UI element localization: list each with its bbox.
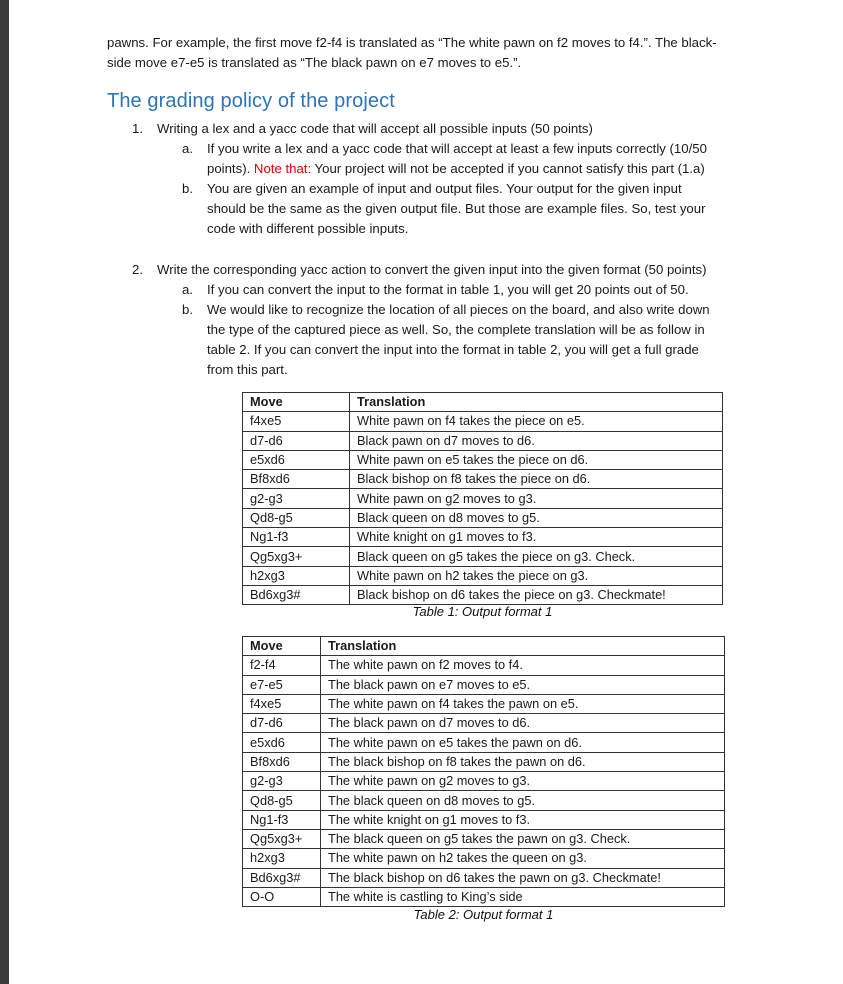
list-item-1-number: 1. xyxy=(132,121,143,136)
move-cell: h2xg3 xyxy=(243,566,350,585)
list-item-1a-line-2-post: Your project will not be accepted if you cannot satisfy this part (1.a) xyxy=(314,161,705,176)
move-cell: Bf8xd6 xyxy=(243,752,321,771)
list-item-2b-letter: b. xyxy=(182,302,193,317)
list-item-2b-line-3: table 2. If you can convert the input into the format in table 2, you will get a full grade xyxy=(207,342,699,357)
translation-cell: The black bishop on d6 takes the pawn on g3. Checkmate! xyxy=(321,868,725,887)
move-cell: Qd8-g5 xyxy=(243,791,321,810)
list-item-1b-text xyxy=(207,179,742,239)
list-item-2b-line-2: the type of the captured piece as well. So, the complete translation will be as follow in xyxy=(207,322,705,337)
move-cell: O-O xyxy=(243,887,321,906)
table-row xyxy=(243,868,725,887)
table-2-caption: Table 2: Output format 1 xyxy=(413,907,554,922)
list-item-1b-letter: b. xyxy=(182,181,193,196)
table-row xyxy=(243,412,723,431)
intro-line-2: side move e7-e5 is translated as “The black pawn on e7 moves to e5.”. xyxy=(107,55,522,70)
move-cell: h2xg3 xyxy=(243,849,321,868)
move-cell: Ng1-f3 xyxy=(243,528,350,547)
list-item-2-text: Write the corresponding yacc action to convert the given input into the given format (50 points) xyxy=(157,262,707,277)
output-format-table-1 xyxy=(242,392,723,605)
translation-cell: The white pawn on e5 takes the pawn on d6. xyxy=(321,733,725,752)
table-row xyxy=(243,810,725,829)
move-cell: g2-g3 xyxy=(243,489,350,508)
list-item-1a-line-2-pre: points). xyxy=(207,161,251,176)
list-item-2a-letter: a. xyxy=(182,282,193,297)
output-format-table-2 xyxy=(242,636,725,907)
translation-cell: The black queen on d8 moves to g5. xyxy=(321,791,725,810)
translation-cell: The black pawn on d7 moves to d6. xyxy=(321,714,725,733)
table-row xyxy=(243,528,723,547)
move-cell: Qg5xg3+ xyxy=(243,829,321,848)
table-row xyxy=(243,656,725,675)
translation-cell: The white pawn on f2 moves to f4. xyxy=(321,656,725,675)
table-row xyxy=(243,675,725,694)
table-row xyxy=(243,733,725,752)
note-label: Note that: xyxy=(253,161,312,176)
intro-paragraph xyxy=(107,33,762,73)
table-row xyxy=(243,791,725,810)
move-cell: e5xd6 xyxy=(243,733,321,752)
table-row xyxy=(243,489,723,508)
move-cell: Bd6xg3# xyxy=(243,585,350,604)
table-row xyxy=(243,887,725,906)
translation-cell: The white pawn on f4 takes the pawn on e5. xyxy=(321,694,725,713)
header-translation: Translation xyxy=(321,637,725,656)
translation-cell: The black queen on g5 takes the pawn on g3. Check. xyxy=(321,829,725,848)
move-cell: e7-e5 xyxy=(243,675,321,694)
translation-cell: White pawn on e5 takes the piece on d6. xyxy=(350,450,723,469)
list-item-1a-line-1: If you write a lex and a yacc code that will accept at least a few inputs correctly (10/50 xyxy=(207,141,707,156)
table-row xyxy=(243,470,723,489)
list-item-1b-line-3: code with different possible inputs. xyxy=(207,221,409,236)
list-item-2b-text xyxy=(207,300,758,380)
section-heading: The grading policy of the project xyxy=(107,90,395,112)
table-row xyxy=(243,772,725,791)
translation-cell: Black queen on d8 moves to g5. xyxy=(350,508,723,527)
table-header-row xyxy=(243,393,723,412)
table-row xyxy=(243,694,725,713)
table-row xyxy=(243,566,723,585)
translation-cell: Black bishop on d6 takes the piece on g3. Checkmate! xyxy=(350,585,723,604)
list-item-2b-line-4: from this part. xyxy=(207,362,288,377)
translation-cell: The white pawn on h2 takes the queen on g3. xyxy=(321,849,725,868)
table-row xyxy=(243,829,725,848)
list-item-2a-text: If you can convert the input to the format in table 1, you will get 20 points out of 50. xyxy=(207,282,689,297)
list-item-1a-letter: a. xyxy=(182,141,193,156)
table-row xyxy=(243,714,725,733)
table-1-caption: Table 1: Output format 1 xyxy=(412,604,553,619)
move-cell: f4xe5 xyxy=(243,694,321,713)
list-item-1a-line-2 xyxy=(207,159,742,179)
translation-cell: The white pawn on g2 moves to g3. xyxy=(321,772,725,791)
list-item-1a-text xyxy=(207,139,742,179)
move-cell: Qd8-g5 xyxy=(243,508,350,527)
translation-cell: Black pawn on d7 moves to d6. xyxy=(350,431,723,450)
translation-cell: The white knight on g1 moves to f3. xyxy=(321,810,725,829)
translation-cell: Black queen on g5 takes the piece on g3. Check. xyxy=(350,547,723,566)
table-row xyxy=(243,585,723,604)
table-row xyxy=(243,508,723,527)
move-cell: e5xd6 xyxy=(243,450,350,469)
list-item-1b-line-1: You are given an example of input and output files. Your output for the given input xyxy=(207,181,682,196)
move-cell: d7-d6 xyxy=(243,714,321,733)
move-cell: g2-g3 xyxy=(243,772,321,791)
header-move: Move xyxy=(243,637,321,656)
table-row xyxy=(243,849,725,868)
translation-cell: White pawn on h2 takes the piece on g3. xyxy=(350,566,723,585)
table-row xyxy=(243,450,723,469)
translation-cell: White pawn on f4 takes the piece on e5. xyxy=(350,412,723,431)
intro-line-1: pawns. For example, the first move f2-f4 is translated as “The white pawn on f2 moves to f4.”. The black- xyxy=(107,35,717,50)
table-row xyxy=(243,431,723,450)
header-move: Move xyxy=(243,393,350,412)
list-item-1b-line-2: should be the same as the given output file. But those are example files. So, test your xyxy=(207,201,706,216)
translation-cell: White pawn on g2 moves to g3. xyxy=(350,489,723,508)
header-translation: Translation xyxy=(350,393,723,412)
table-row xyxy=(243,752,725,771)
translation-cell: The white is castling to King’s side xyxy=(321,887,725,906)
move-cell: Bf8xd6 xyxy=(243,470,350,489)
move-cell: Bd6xg3# xyxy=(243,868,321,887)
move-cell: f4xe5 xyxy=(243,412,350,431)
translation-cell: The black bishop on f8 takes the pawn on d6. xyxy=(321,752,725,771)
table-header-row xyxy=(243,637,725,656)
translation-cell: Black bishop on f8 takes the piece on d6. xyxy=(350,470,723,489)
move-cell: Qg5xg3+ xyxy=(243,547,350,566)
list-item-2b-line-1: We would like to recognize the location of all pieces on the board, and also write down xyxy=(207,302,710,317)
move-cell: f2-f4 xyxy=(243,656,321,675)
table-row xyxy=(243,547,723,566)
move-cell: d7-d6 xyxy=(243,431,350,450)
translation-cell: White knight on g1 moves to f3. xyxy=(350,528,723,547)
list-item-2-number: 2. xyxy=(132,262,143,277)
move-cell: Ng1-f3 xyxy=(243,810,321,829)
translation-cell: The black pawn on e7 moves to e5. xyxy=(321,675,725,694)
list-item-1-text: Writing a lex and a yacc code that will accept all possible inputs (50 points) xyxy=(157,121,593,136)
